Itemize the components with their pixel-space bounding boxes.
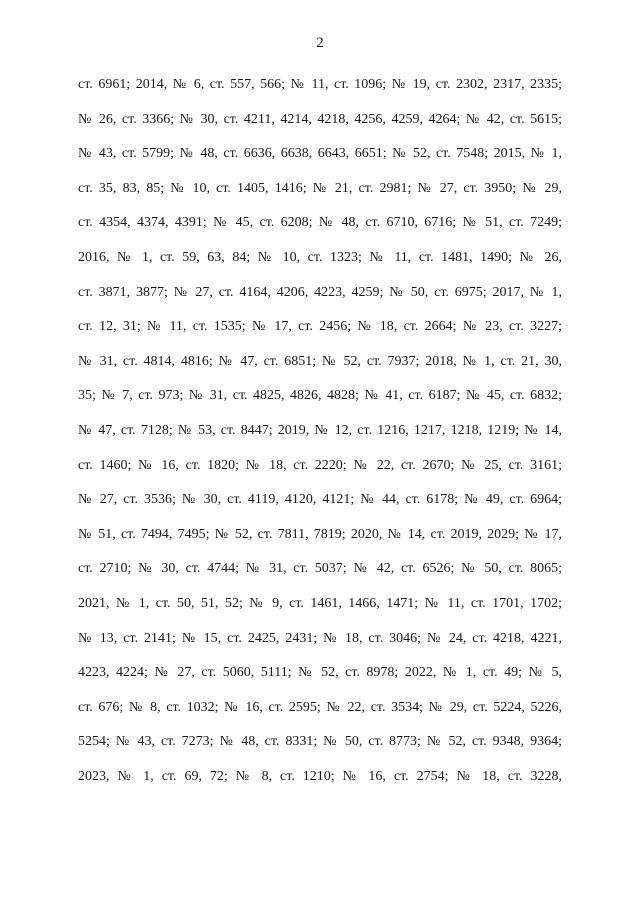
text-line: № 43, ст. 5799; № 48, ст. 6636, 6638, 6643, 6651; № 52, ст. 7548; 2015, № 1, — [78, 146, 562, 162]
text-line: 2016, № 1, ст. 59, 63, 84; № 10, ст. 1323; № 11, ст. 1481, 1490; № 26, — [78, 249, 562, 265]
text-line: ст. 12, 31; № 11, ст. 1535; № 17, ст. 2456; № 18, ст. 2664; № 23, ст. 3227; — [78, 319, 562, 335]
text-line: ст. 35, 83, 85; № 10, ст. 1405, 1416; № 21, ст. 2981; № 27, ст. 3950; № 29, — [78, 180, 562, 196]
text-line: ст. 676; № 8, ст. 1032; № 16, ст. 2595; № 22, ст. 3534; № 29, ст. 5224, 5226, — [78, 699, 562, 715]
text-line: 5254; № 43, ст. 7273; № 48, ст. 8331; № 50, ст. 8773; № 52, ст. 9348, 9364; — [78, 734, 562, 750]
text-line: 2023, № 1, ст. 69, 72; № 8, ст. 1210; № 16, ст. 2754; № 18, ст. 3228, — [78, 768, 562, 784]
text-line: 2021, № 1, ст. 50, 51, 52; № 9, ст. 1461, 1466, 1471; № 11, ст. 1701, 1702; — [78, 595, 562, 611]
text-line: № 31, ст. 4814, 4816; № 47, ст. 6851; № 52, ст. 7937; 2018, № 1, ст. 21, 30, — [78, 353, 562, 369]
text-line: ст. 1460; № 16, ст. 1820; № 18, ст. 2220; № 22, ст. 2670; № 25, ст. 3161; — [78, 457, 562, 473]
text-line: № 47, ст. 7128; № 53, ст. 8447; 2019, № 12, ст. 1216, 1217, 1218, 1219; № 14, — [78, 422, 562, 438]
text-line: ст. 6961; 2014, № 6, ст. 557, 566; № 11, ст. 1096; № 19, ст. 2302, 2317, 2335; — [78, 77, 562, 92]
page-number: 2 — [316, 35, 324, 51]
text-line: № 51, ст. 7494, 7495; № 52, ст. 7811, 7819; 2020, № 14, ст. 2019, 2029; № 17, — [78, 526, 562, 542]
text-line: № 26, ст. 3366; № 30, ст. 4211, 4214, 4218, 4256, 4259, 4264; № 42, ст. 5615; — [78, 111, 562, 127]
text-line: ст. 2710; № 30, ст. 4744; № 31, ст. 5037; № 42, ст. 6526; № 50, ст. 8065; — [78, 561, 562, 577]
text-line: 35; № 7, ст. 973; № 31, ст. 4825, 4826, 4828; № 41, ст. 6187; № 45, ст. 6832; — [78, 388, 562, 404]
text-line: ст. 3871, 3877; № 27, ст. 4164, 4206, 4223, 4259; № 50, ст. 6975; 2017, № 1, — [78, 284, 562, 300]
text-line: 4223, 4224; № 27, ст. 5060, 5111; № 52, ст. 8978; 2022, № 1, ст. 49; № 5, — [78, 665, 562, 681]
text-line: ст. 4354, 4374, 4391; № 45, ст. 6208; № 48, ст. 6710, 6716; № 51, ст. 7249; — [78, 215, 562, 231]
text-line: № 13, ст. 2141; № 15, ст. 2425, 2431; № 18, ст. 3046; № 24, ст. 4218, 4221, — [78, 630, 562, 646]
text-line: № 27, ст. 3536; № 30, ст. 4119, 4120, 4121; № 44, ст. 6178; № 49, ст. 6964; — [78, 492, 562, 508]
citation-paragraph — [78, 72, 562, 798]
